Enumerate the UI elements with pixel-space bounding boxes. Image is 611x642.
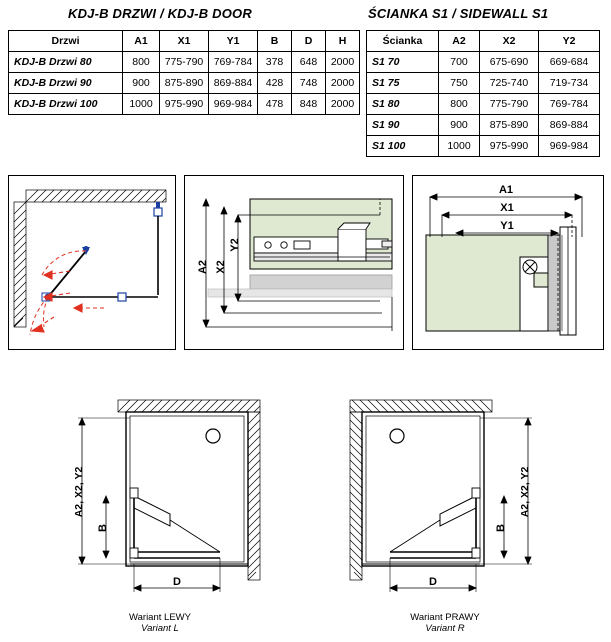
door-y1: 869-884: [209, 73, 258, 94]
table-row: [9, 52, 360, 73]
wall-name: S1 70: [367, 52, 439, 73]
table-row: [367, 115, 600, 136]
col-header-scianka: Ścianka: [367, 31, 439, 52]
variant-right-diagram: [340, 392, 550, 612]
label-d: D: [173, 576, 181, 588]
wall-a2: 700: [439, 52, 480, 73]
sidewall-dimensions-table: [366, 30, 600, 157]
door-name: KDJ-B Drzwi 100: [9, 94, 123, 115]
label-a2x2y2: A2, X2, Y2: [73, 466, 85, 518]
col-header-drzwi: Drzwi: [9, 31, 123, 52]
door-a1: 1000: [123, 94, 160, 115]
variant-left-diagram: [60, 392, 270, 612]
wall-y2: 769-784: [539, 94, 600, 115]
variant-left-caption-en: Variant L: [141, 623, 179, 634]
col-header-h: H: [326, 31, 360, 52]
label-a2x2y2: A2, X2, Y2: [519, 466, 531, 518]
door-x1: 775-790: [160, 52, 209, 73]
wall-y2: 719-734: [539, 73, 600, 94]
wall-name: S1 80: [367, 94, 439, 115]
door-name: KDJ-B Drzwi 90: [9, 73, 123, 94]
wall-name: S1 90: [367, 115, 439, 136]
label-b: B: [495, 524, 507, 532]
door-name: KDJ-B Drzwi 80: [9, 52, 123, 73]
door-y1: 969-984: [209, 94, 258, 115]
wall-table-title: ŚCIANKA S1 / SIDEWALL S1: [368, 6, 549, 21]
door-a1: 900: [123, 73, 160, 94]
wall-name: S1 75: [367, 73, 439, 94]
wall-name: S1 100: [367, 136, 439, 157]
door-d: 748: [292, 73, 326, 94]
wall-y2: 969-984: [539, 136, 600, 157]
label-x1: X1: [500, 202, 514, 214]
variant-right-caption: [380, 612, 510, 634]
door-x1: 975-990: [160, 94, 209, 115]
plan-view-diagram: [8, 175, 176, 350]
wall-a2: 900: [439, 115, 480, 136]
label-a1: A1: [498, 184, 514, 196]
door-y1: 769-784: [209, 52, 258, 73]
wall-y2: 869-884: [539, 115, 600, 136]
table-row: [367, 73, 600, 94]
wall-a2: 800: [439, 94, 480, 115]
door-table-title: KDJ-B DRZWI / KDJ-B DOOR: [68, 6, 252, 21]
door-d: 848: [292, 94, 326, 115]
label-a2: A2: [197, 259, 209, 275]
section-diagram-a1x1y1: [412, 175, 604, 350]
col-header-y2: Y2: [539, 31, 600, 52]
door-h: 2000: [326, 94, 360, 115]
wall-x2: 775-790: [480, 94, 539, 115]
door-b: 478: [258, 94, 292, 115]
door-h: 2000: [326, 73, 360, 94]
table-header-row: [367, 31, 600, 52]
col-header-y1: Y1: [209, 31, 258, 52]
wall-x2: 875-890: [480, 115, 539, 136]
col-header-a1: A1: [123, 31, 160, 52]
table-row: [367, 136, 600, 157]
variant-left-caption-pl: Wariant LEWY: [129, 612, 191, 623]
variant-left-caption: [95, 612, 225, 634]
col-header-b: B: [258, 31, 292, 52]
door-b: 428: [258, 73, 292, 94]
wall-y2: 669-684: [539, 52, 600, 73]
variant-right-caption-en: Variant R: [425, 623, 465, 634]
wall-x2: 675-690: [480, 52, 539, 73]
table-row: [367, 94, 600, 115]
door-b: 378: [258, 52, 292, 73]
door-a1: 800: [123, 52, 160, 73]
section-diagram-a2x2y2: [184, 175, 404, 350]
label-d: D: [429, 576, 437, 588]
col-header-a2: A2: [439, 31, 480, 52]
door-h: 2000: [326, 52, 360, 73]
door-dimensions-table: [8, 30, 360, 115]
table-header-row: [9, 31, 360, 52]
table-row: [367, 52, 600, 73]
wall-a2: 750: [439, 73, 480, 94]
table-row: [9, 73, 360, 94]
wall-a2: 1000: [439, 136, 480, 157]
table-row: [9, 94, 360, 115]
door-d: 648: [292, 52, 326, 73]
col-header-x2: X2: [480, 31, 539, 52]
col-header-x1: X1: [160, 31, 209, 52]
wall-x2: 975-990: [480, 136, 539, 157]
label-x2: X2: [215, 260, 227, 274]
label-y2: Y2: [229, 238, 241, 252]
label-b: B: [97, 524, 109, 532]
wall-x2: 725-740: [480, 73, 539, 94]
variant-right-caption-pl: Wariant PRAWY: [410, 612, 480, 623]
door-x1: 875-890: [160, 73, 209, 94]
col-header-d: D: [292, 31, 326, 52]
label-y1: Y1: [500, 220, 514, 232]
